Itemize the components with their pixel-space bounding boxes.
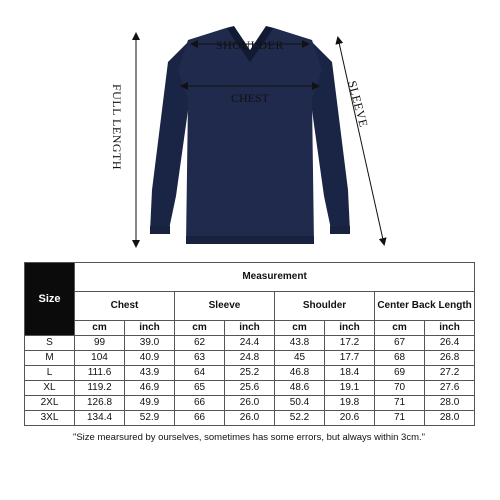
value-cell: 40.9 xyxy=(125,351,175,366)
unit-cell: cm xyxy=(75,321,125,336)
full-length-label: FULL LENGTH xyxy=(110,84,124,171)
table-row xyxy=(25,366,475,381)
left-cuff xyxy=(150,226,170,234)
value-cell: 26.8 xyxy=(425,351,475,366)
size-table xyxy=(24,262,475,426)
value-cell: 52.9 xyxy=(125,411,175,426)
table-row xyxy=(25,411,475,426)
table-header-row xyxy=(25,263,475,292)
value-cell: 71 xyxy=(375,411,425,426)
value-cell: 62 xyxy=(175,336,225,351)
sleeve-label: SLEEVE xyxy=(345,79,371,129)
value-cell: 49.9 xyxy=(125,396,175,411)
table-row xyxy=(25,351,475,366)
value-cell: 69 xyxy=(375,366,425,381)
value-cell: 24.8 xyxy=(225,351,275,366)
value-cell: 43.9 xyxy=(125,366,175,381)
value-cell: 26.4 xyxy=(425,336,475,351)
group-chest: Chest xyxy=(75,292,175,321)
value-cell: 25.2 xyxy=(225,366,275,381)
value-cell: 66 xyxy=(175,396,225,411)
value-cell: 111.6 xyxy=(75,366,125,381)
value-cell: 68 xyxy=(375,351,425,366)
value-cell: 20.6 xyxy=(325,411,375,426)
value-cell: 46.9 xyxy=(125,381,175,396)
right-cuff xyxy=(330,226,350,234)
value-cell: 46.8 xyxy=(275,366,325,381)
unit-cell: cm xyxy=(275,321,325,336)
table-unit-row xyxy=(25,321,475,336)
size-cell: 2XL xyxy=(25,396,75,411)
size-cell: S xyxy=(25,336,75,351)
value-cell: 43.8 xyxy=(275,336,325,351)
table-row xyxy=(25,381,475,396)
value-cell: 45 xyxy=(275,351,325,366)
size-cell: M xyxy=(25,351,75,366)
value-cell: 17.7 xyxy=(325,351,375,366)
sweater-shape xyxy=(150,26,350,244)
size-header: Size xyxy=(25,263,75,336)
chest-label: CHEST xyxy=(230,91,270,105)
value-cell: 70 xyxy=(375,381,425,396)
value-cell: 17.2 xyxy=(325,336,375,351)
shoulder-label: SHOULDER xyxy=(215,38,285,52)
size-cell: L xyxy=(25,366,75,381)
unit-cell: cm xyxy=(175,321,225,336)
group-sleeve: Sleeve xyxy=(175,292,275,321)
measurement-note: "Size mearsured by ourselves, sometimes has some errors, but always within 3cm." xyxy=(72,432,426,443)
value-cell: 24.4 xyxy=(225,336,275,351)
size-cell: 3XL xyxy=(25,411,75,426)
value-cell: 71 xyxy=(375,396,425,411)
unit-cell: inch xyxy=(325,321,375,336)
measurement-header: Measurement xyxy=(75,263,475,292)
value-cell: 19.8 xyxy=(325,396,375,411)
table-row xyxy=(25,336,475,351)
value-cell: 25.6 xyxy=(225,381,275,396)
value-cell: 48.6 xyxy=(275,381,325,396)
value-cell: 50.4 xyxy=(275,396,325,411)
value-cell: 26.0 xyxy=(225,411,275,426)
group-shoulder: Shoulder xyxy=(275,292,375,321)
value-cell: 27.2 xyxy=(425,366,475,381)
value-cell: 126.8 xyxy=(75,396,125,411)
unit-cell: inch xyxy=(225,321,275,336)
size-cell: XL xyxy=(25,381,75,396)
unit-cell: inch xyxy=(125,321,175,336)
unit-cell: inch xyxy=(425,321,475,336)
value-cell: 18.4 xyxy=(325,366,375,381)
table-group-row xyxy=(25,292,475,321)
value-cell: 67 xyxy=(375,336,425,351)
value-cell: 28.0 xyxy=(425,411,475,426)
value-cell: 119.2 xyxy=(75,381,125,396)
value-cell: 52.2 xyxy=(275,411,325,426)
hem-rib xyxy=(186,236,314,244)
value-cell: 27.6 xyxy=(425,381,475,396)
value-cell: 65 xyxy=(175,381,225,396)
value-cell: 26.0 xyxy=(225,396,275,411)
unit-cell: cm xyxy=(375,321,425,336)
table-row xyxy=(25,396,475,411)
value-cell: 104 xyxy=(75,351,125,366)
value-cell: 63 xyxy=(175,351,225,366)
value-cell: 28.0 xyxy=(425,396,475,411)
value-cell: 99 xyxy=(75,336,125,351)
group-center-back-length: Center Back Length xyxy=(375,292,475,321)
value-cell: 64 xyxy=(175,366,225,381)
value-cell: 19.1 xyxy=(325,381,375,396)
value-cell: 39.0 xyxy=(125,336,175,351)
value-cell: 66 xyxy=(175,411,225,426)
value-cell: 134.4 xyxy=(75,411,125,426)
